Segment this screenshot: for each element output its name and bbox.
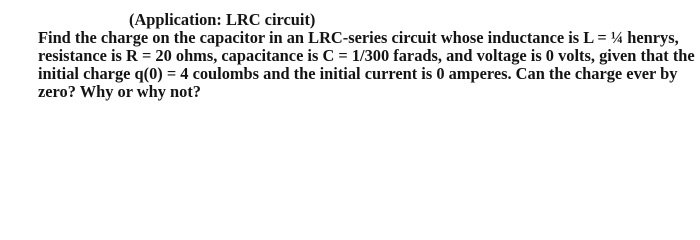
problem-heading: (Application: LRC circuit) [129, 10, 316, 29]
problem-text-line-4: zero? Why or why not? [38, 82, 202, 101]
problem-text-line-3: initial charge q(0) = 4 coulombs and the initial current is 0 amperes. Can the charge ever by [38, 64, 678, 83]
problem-text-line-2: resistance is R = 20 ohms, capacitance is C = 1/300 farads, and voltage is 0 volts, given that the [38, 46, 695, 65]
problem-text-line-1: Find the charge on the capacitor in an LRC-series circuit whose inductance is L = ¼ henrys, [38, 28, 679, 47]
